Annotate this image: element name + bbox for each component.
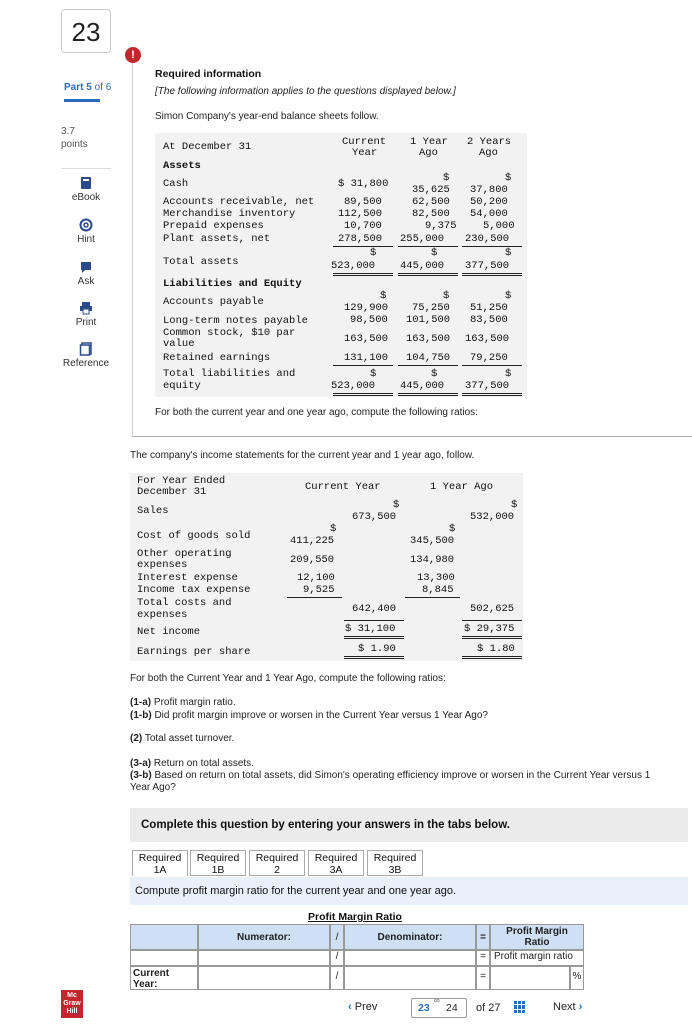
bs-cash-1y-dollar: $ xyxy=(443,172,450,184)
reference-button[interactable]: Reference xyxy=(61,342,111,369)
pm-current-denominator-input[interactable] xyxy=(344,966,476,990)
bs-ar-label: Accounts receivable, net xyxy=(163,196,315,208)
bs-retained-label: Retained earnings xyxy=(163,352,271,364)
pm-numerator-header: Numerator: xyxy=(237,932,291,943)
bs-total-le-label: Total liabilities and xyxy=(163,368,296,380)
bs-header-1y-2: Ago xyxy=(419,147,438,159)
part-indicator: Part 5 of 6 xyxy=(64,82,112,93)
question-number: 23 xyxy=(61,9,111,53)
next-button[interactable]: Next › xyxy=(553,1001,583,1013)
pm-row-current: Current Year: xyxy=(133,968,170,990)
bs-ap-label: Accounts payable xyxy=(163,296,264,308)
alert-icon: ! xyxy=(125,47,141,63)
bs-cash-2y-dollar: $ xyxy=(505,172,512,184)
bs-header-label: At December 31 xyxy=(163,141,252,153)
bs-header-2y: 2 Years xyxy=(467,136,512,148)
pm-numerator-label-input[interactable] xyxy=(198,950,330,966)
bs-assets-heading: Assets xyxy=(163,160,201,172)
income-intro: The company's income statements for the current year and 1 year ago, follow. xyxy=(130,450,475,461)
bs-common-stock-label: Common stock, $10 par xyxy=(163,327,296,339)
bs-prepaid-label: Prepaid expenses xyxy=(163,220,264,232)
page-selector[interactable]: 23 ∞ 24 xyxy=(411,998,467,1018)
pm-result-header: Profit Margin Ratio xyxy=(506,926,568,948)
book-icon xyxy=(79,176,93,190)
prev-button[interactable]: ‹ Prev xyxy=(348,1001,378,1013)
complete-instructions: Complete this question by entering your answers in the tabs below. xyxy=(130,808,688,842)
content-divider xyxy=(132,63,133,436)
tab-instruction: Compute profit margin ratio for the current year and one year ago. xyxy=(130,877,688,905)
bs-inventory-label: Merchandise inventory xyxy=(163,208,296,220)
mcgraw-hill-logo: Mc Graw Hill xyxy=(61,990,83,1018)
pm-denominator-header: Denominator: xyxy=(377,932,443,943)
print-button[interactable]: Print xyxy=(61,301,111,328)
applies-note: [The following information applies to the questions displayed below.] xyxy=(155,86,456,97)
pm-title: Profit Margin Ratio xyxy=(308,911,402,923)
bs-cash-current: $ 31,800 xyxy=(338,178,389,190)
bs-cash-2y: 37,800 xyxy=(470,184,508,196)
document-icon xyxy=(79,342,93,356)
question-2: (2) Total asset turnover. xyxy=(130,733,235,744)
sidebar-divider xyxy=(61,168,111,169)
bs-header-current-2: Year xyxy=(352,147,378,159)
bs-plant-label: Plant assets, net xyxy=(163,233,271,245)
page-count: of 27 xyxy=(476,1002,501,1014)
bs-header-1y: 1 Year xyxy=(410,136,448,148)
questions-intro: For both the Current Year and 1 Year Ago, compute the following ratios: xyxy=(130,673,446,684)
chevron-left-icon: ‹ xyxy=(348,1001,352,1013)
points: 3.7 points xyxy=(61,126,88,150)
question-1b: (1-b) Did profit margin improve or worsen in the Current Year versus 1 Year Ago? xyxy=(130,710,488,721)
required-info-heading: Required information xyxy=(155,68,262,80)
question-3b: (3-b) Based on return on total assets, did Simon's operating efficiency improve or worsen in the Current Year versus 1 xyxy=(130,770,651,781)
pm-denominator-label-input[interactable] xyxy=(344,950,476,966)
bs-header-current: Current xyxy=(342,136,387,148)
link-icon: ∞ xyxy=(434,996,440,1005)
chevron-right-icon: › xyxy=(578,1001,583,1013)
balance-intro: Simon Company's year-end balance sheets follow. xyxy=(155,111,379,122)
ask-button[interactable]: Ask xyxy=(61,260,111,287)
pm-current-result-input[interactable] xyxy=(490,966,570,990)
printer-icon xyxy=(79,301,93,315)
chat-bubble-icon xyxy=(79,260,93,274)
ratios-intro: For both the current year and one year ago, compute the following ratios: xyxy=(155,407,478,418)
part-progress-bar xyxy=(64,99,100,102)
hint-button[interactable]: Hint xyxy=(61,218,111,245)
bs-header-2y-2: Ago xyxy=(479,147,498,159)
question-3a: (3-a) Return on total assets. xyxy=(130,758,254,769)
tab-required-3b[interactable]: Required 3B xyxy=(367,850,423,876)
tab-required-3a[interactable]: Required 3A xyxy=(308,850,364,876)
section-divider xyxy=(132,436,692,437)
question-3b-cont: Year Ago? xyxy=(130,782,176,793)
lifebuoy-icon xyxy=(79,218,93,232)
pm-current-numerator-input[interactable] xyxy=(198,966,330,990)
bs-cash-label: Cash xyxy=(163,178,189,190)
grid-icon[interactable] xyxy=(514,1001,526,1013)
ebook-button[interactable]: eBook xyxy=(61,176,111,203)
pm-result-label: Profit margin ratio xyxy=(494,951,573,962)
bs-cash-1y: 35,625 xyxy=(412,184,450,196)
tab-required-1a[interactable]: Required 1A xyxy=(132,850,188,876)
bs-lt-notes-label: Long-term notes payable xyxy=(163,315,308,327)
bs-liabilities-heading: Liabilities and Equity xyxy=(163,278,302,290)
tab-required-1b[interactable]: Required 1B xyxy=(190,850,246,876)
bs-total-assets-label: Total assets xyxy=(163,256,239,268)
tab-required-2[interactable]: Required 2 xyxy=(249,850,305,876)
question-1a: (1-a) Profit margin ratio. xyxy=(130,697,236,708)
